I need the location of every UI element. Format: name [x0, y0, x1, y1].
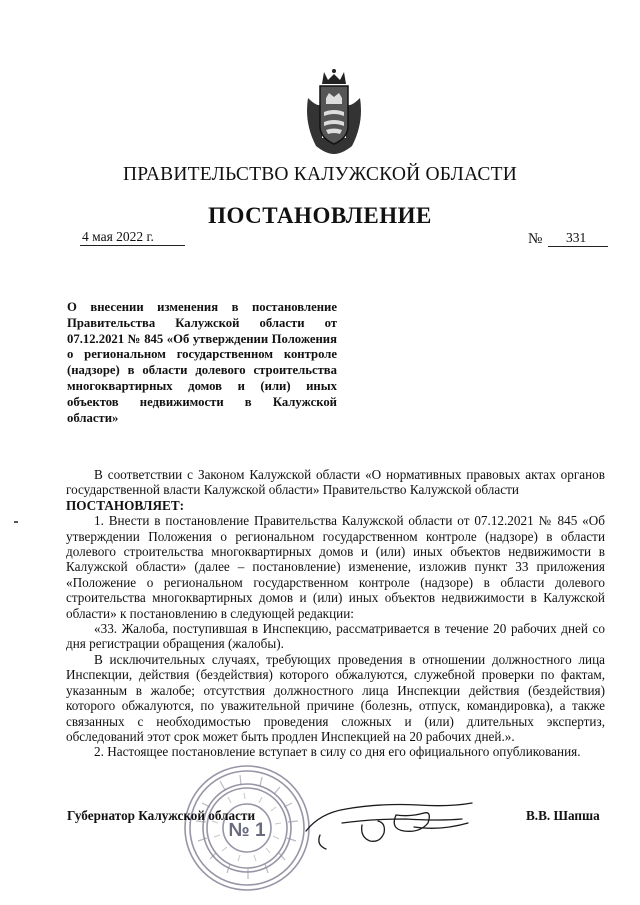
clause-33-continuation: В исключительных случаях, требующих проведения в отношении должностного лица Инспекции, действия (бездействия) которого обжалуются, служебной проверки по фактам, указанным в жалобе; отсутствия должностного лица Инспекции действия (бездействия) которого обжалуются, по уважительной причине (болезнь, отпуск, командировка), а также связанных с необходимостью проведения сложных и (или) длительных экспертиз, обследований этот срок может быть продлен Инспекцией на 20 рабочих дней.». — [66, 651, 605, 744]
kaluga-coat-of-arms-icon — [302, 68, 366, 156]
signatory-title: Губернатор Калужской области — [67, 808, 256, 823]
official-round-seal-icon — [182, 763, 312, 893]
government-name: ПРАВИТЕЛЬСТВО КАЛУЖСКОЙ ОБЛАСТИ — [123, 164, 517, 185]
decree-number-underline — [548, 246, 608, 247]
intro-paragraph: В соответствии с Законом Калужской области «О нормативных правовых актах органов государственной власти Калужской области» Правительство Калужской области — [66, 467, 605, 498]
handwritten-signature-icon — [300, 783, 480, 853]
clause-33-paragraph: «33. Жалоба, поступившая в Инспекцию, рассматривается в течение 20 рабочих дней со дня регистрации обращения (жалобы). — [66, 621, 605, 652]
seal-number: № 1 — [228, 820, 266, 841]
decree-date: 4 мая 2022 г. — [82, 229, 154, 244]
item-1-paragraph: 1. Внести в постановление Правительства Калужской области от 07.12.2021 № 845 «Об утверждении Положения о региональном государственном контроле (надзоре) в области долевого строительства многоквартирных домов и (или) иных объектов недвижимости в Калужской области» (далее – постановление) изменение, изложив пункт 33 приложения «Положение о региональном государственном контроле (надзоре) в области долевого строительства многоквартирных домов и (или) иных объектов недвижимости в Калужской области» к постановлению в следующей редакции: — [66, 513, 605, 621]
decree-subject: О внесении изменения в постановление Правительства Калужской области от 07.12.2021 № 845 «Об утверждении Положения о региональном государственном контроле (надзоре) в области долевого строительства многоквартирных домов и (или) иных объектов недвижимости в Калужской области» — [67, 300, 337, 425]
item-2-paragraph: 2. Настоящее постановление вступает в силу со дня его официального опубликования. — [94, 744, 581, 760]
margin-mark — [14, 521, 18, 523]
resolves-heading: ПОСТАНОВЛЯЕТ: — [66, 497, 185, 513]
decree-number: 331 — [566, 230, 587, 245]
decree-body — [66, 467, 605, 760]
decree-date-field — [80, 229, 185, 246]
decree-number-label: № — [528, 231, 543, 247]
document-type-title: ПОСТАНОВЛЕНИЕ — [208, 203, 432, 228]
signatory-name: В.В. Шапша — [526, 808, 600, 823]
